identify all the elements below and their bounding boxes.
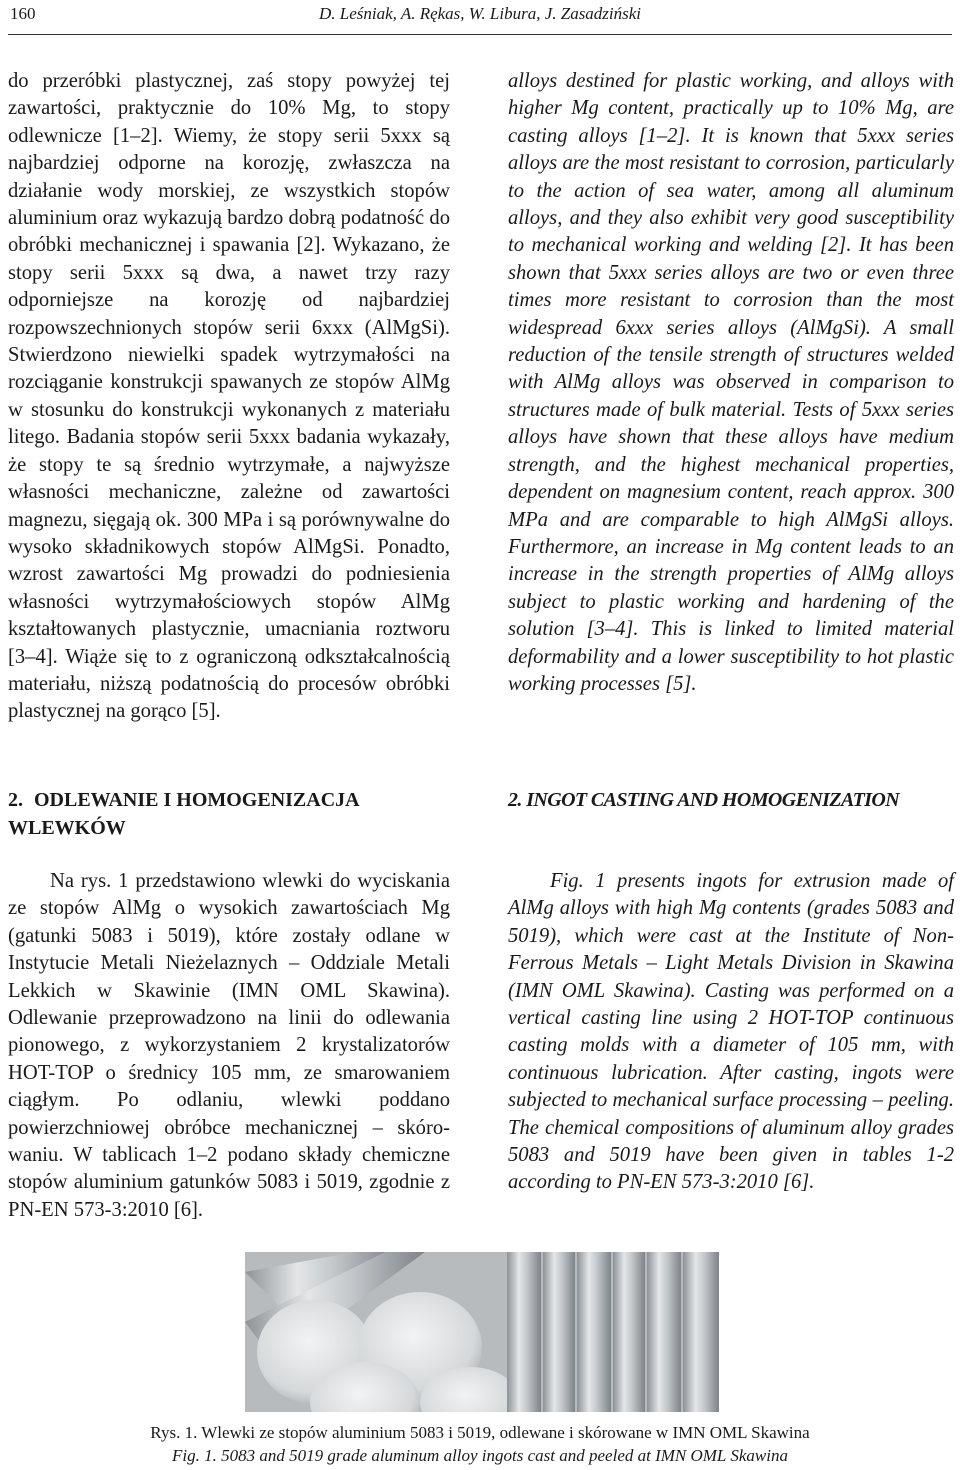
page-number: 160 (10, 4, 36, 23)
figure-caption-en: Fig. 1. 5083 and 5019 grade aluminum alloy ingots cast and peeled at IMN OML Skawina (172, 1446, 788, 1465)
page-header (0, 0, 960, 40)
left-section-paragraph: Na rys. 1 przedstawiono wlewki do wyciskania ze stopów AlMg o wysokich zawartościach Mg (gatunki 5083 i 5019), które zostały odlane w Instytucie Metali Nieżelaznych – Oddziale Metali Lekkich w Skawinie (IMN OML Skawina). Odlewanie przeprowadzono na linii do odlewania pionowego, z wykorzystaniem 2 krystalizatorów HOT-TOP o średnicy 105 mm, ze smarowaniem ciągłym. Po odlaniu, wlewki poddano powierzchniowej obróbce mechanicznej – skórowaniu. W tablicach 1–2 podano składy chemiczne stopów aluminium gatunków 5083 i 5019, zgodnie z PN-EN 573-3:2010 [6]. (8, 870, 450, 1221)
section-number: 2. (8, 789, 23, 811)
section-heading-en: 2. INGOT CASTING AND HOMOGENIZATION (508, 789, 900, 811)
running-head-authors: D. Leśniak, A. Rękas, W. Libura, J. Zasadziński (318, 4, 642, 23)
left-column-section (8, 868, 450, 1224)
ingots-photo-illustration (245, 1252, 719, 1412)
right-intro-paragraph: alloys destined for plastic working, and alloys with higher Mg content, practically up to 10% Mg, are casting alloys [1–2]. It is known that 5xxx series alloys are the most resistant to corrosion, particularly to the action of sea water, among all aluminum alloys, and they also exhibit very good susceptibility to mechanical working and welding [2]. It has been shown that 5xxx series alloys are two or even three times more resistant to corrosion than the most widespread 6xxx series alloys (AlMgSi). A small reduction of the tensile strength of structures welded with AlMg alloys was observed in comparison to structures made of bulk material. Tests of 5xxx series alloys have shown that these alloys have medium strength, and the highest mechanical properties, dependent on magnesium content, reach approx. 300 MPa and are comparable to high AlMgSi alloys. Furthermore, an increase in Mg content leads to an increase in the strength properties of AlMg alloys subject to plastic working and hardening of the solution [3–4]. This is linked to limited material deformability and a lower susceptibility to hot plastic working processes [5]. (508, 70, 954, 695)
section-heading-pl (8, 786, 448, 842)
header-rule (8, 34, 952, 35)
left-intro-paragraph: do przeróbki plastycznej, zaś stopy powyżej tej zawartości, praktycznie do 10% Mg, to stopy odlewnicze [1–2]. Wiemy, że stopy serii 5xxx są najbardziej odporne na korozję, zwłaszcza na działanie wody morskiej, ze wszystkich stopów aluminium oraz wykazują bardzo dobrą podatność do obróbki mechanicznej i spawania [2]. Wykazano, że stopy serii 5xxx są dwa, a nawet trzy razy odporniejsze na korozję od najbardziej rozpowszechnionych stopów serii 6xxx (AlMgSi). Stwierdzono niewielki spadek wytrzymałości na rozciąganie konstrukcji spawanych ze stopów AlMg w stosunku do konstrukcji wykonanych z materiału litego. Badania stopów serii 5xxx badania wykazały, że stopy te są średnio wytrzymałe, a najwyższe własności mechaniczne, zależne od zawartości magnezu, sięgają ok. 300 MPa i są porównywalne do wysoko składnikowych stopów AlMgSi. Ponadto, wzrost zawartości Mg prowadzi do podniesienia własności wytrzymałościowych stopów AlMg kształtowanych plastycznie, umacniania roztworu [3–4]. Wiąże się to z ograniczoną odkształcalnością materiału, niższą podatnością do procesów obróbki plastycznej na gorąco [5]. (8, 70, 450, 723)
ingots-photo (245, 1252, 719, 1412)
section-title-pl: ODLEWANIE I HOMOGENIZACJA WLEWKÓW (8, 789, 359, 839)
right-column-section (508, 868, 954, 1197)
right-section-paragraph: Fig. 1 presents ingots for extrusion made of AlMg alloys with high Mg contents (grades 5083 and 5019), which were cast at the Institute of Non-Ferrous Metals – Light Metals Division in Skawina (IMN OML Skawina). Casting was performed on a vertical casting line using 2 HOT-TOP continuous casting molds with a diameter of 105 mm, with continuous lubrication. After casting, ingots were subjected to mechanical surface processing – peeling. The chemical compositions of aluminum alloy grades 5083 and 5019 have been given in tables 1-2 according to PN-EN 573-3:2010 [6]. (508, 870, 954, 1194)
figure-caption-pl: Rys. 1. Wlewki ze stopów aluminium 5083 i 5019, odlewane i skórowane w IMN OML Skawina (150, 1423, 810, 1442)
left-column-intro (8, 68, 450, 726)
right-column-intro (508, 68, 954, 698)
rods-right (507, 1252, 719, 1412)
